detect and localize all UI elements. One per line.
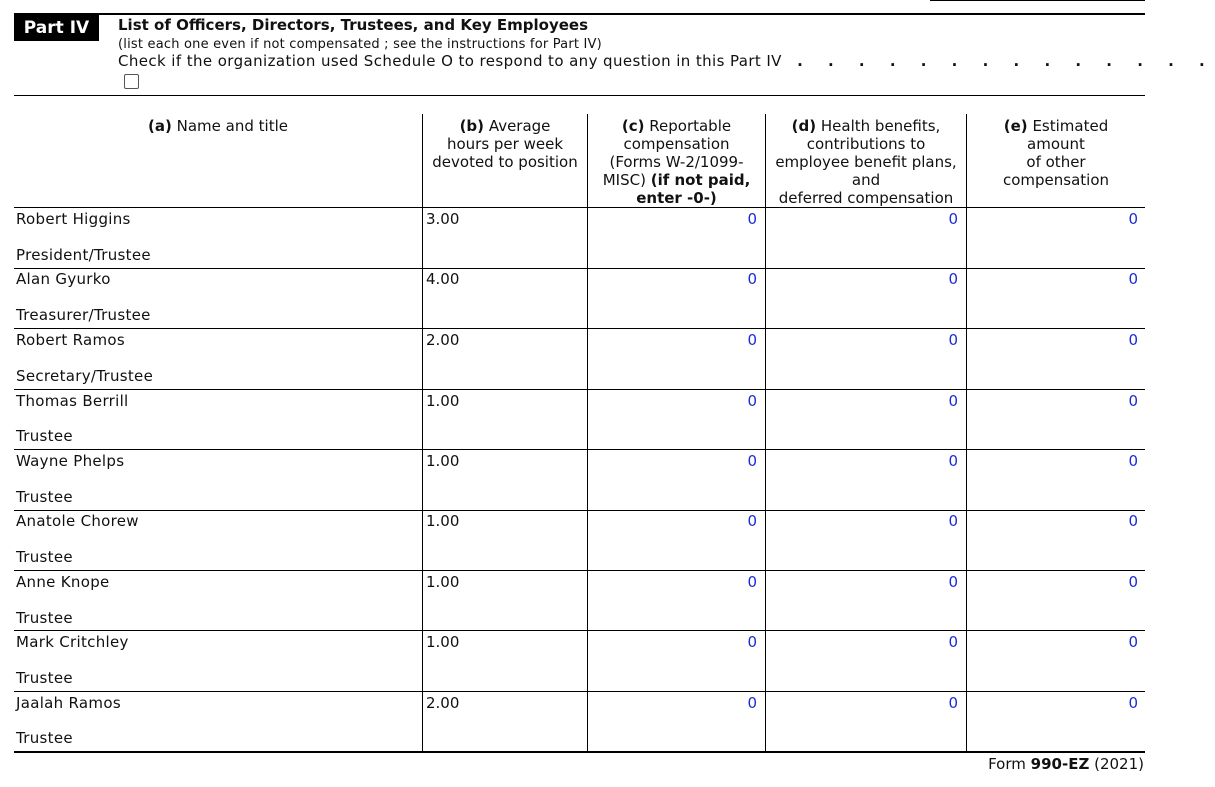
col-e-line3: of other bbox=[1026, 153, 1086, 171]
hours-value: 4.00 bbox=[426, 270, 460, 288]
other-comp-value: 0 bbox=[1128, 392, 1138, 410]
officer-title: Trustee bbox=[16, 729, 73, 747]
section-rule bbox=[14, 95, 1145, 96]
col-d-line1: Health benefits, bbox=[820, 117, 941, 135]
col-c-line4-bold: (if not paid, bbox=[650, 171, 751, 189]
other-comp-value: 0 bbox=[1128, 512, 1138, 530]
col-c-line1: Reportable bbox=[649, 117, 732, 135]
benefits-value: 0 bbox=[948, 392, 958, 410]
row-divider bbox=[14, 691, 1145, 692]
part-badge: Part IV bbox=[14, 15, 99, 41]
other-comp-value: 0 bbox=[1128, 573, 1138, 591]
column-divider bbox=[422, 114, 423, 751]
col-c-line3: (Forms W-2/1099- bbox=[609, 153, 744, 171]
officer-title: Trustee bbox=[16, 609, 73, 627]
col-e-line4: compensation bbox=[1002, 171, 1110, 189]
compensation-value: 0 bbox=[747, 270, 757, 288]
row-divider bbox=[14, 328, 1145, 329]
hours-value: 2.00 bbox=[426, 331, 460, 349]
col-e-line1: Estimated bbox=[1032, 117, 1109, 135]
column-header-c bbox=[588, 117, 765, 207]
hours-value: 2.00 bbox=[426, 694, 460, 712]
compensation-value: 0 bbox=[747, 633, 757, 651]
leader-dots: . . . . . . . . . . . . . . bbox=[781, 52, 1215, 70]
table-bottom-rule bbox=[14, 751, 1145, 753]
form-footer bbox=[988, 755, 1144, 773]
benefits-value: 0 bbox=[948, 633, 958, 651]
column-divider bbox=[587, 114, 588, 751]
schedule-o-checkbox[interactable] bbox=[124, 74, 139, 89]
officer-name: Robert Higgins bbox=[16, 210, 131, 228]
benefits-value: 0 bbox=[948, 270, 958, 288]
part-title: List of Officers, Directors, Trustees, and Key Employees bbox=[118, 16, 589, 34]
col-b-letter: (b) bbox=[459, 117, 485, 135]
compensation-value: 0 bbox=[747, 573, 757, 591]
other-comp-value: 0 bbox=[1128, 210, 1138, 228]
compensation-value: 0 bbox=[747, 392, 757, 410]
row-divider bbox=[14, 449, 1145, 450]
compensation-value: 0 bbox=[747, 452, 757, 470]
col-c-line5: enter -0-) bbox=[636, 189, 717, 207]
officer-name: Alan Gyurko bbox=[16, 270, 111, 288]
col-c-letter: (c) bbox=[621, 117, 645, 135]
footer-prefix: Form bbox=[988, 755, 1026, 773]
benefits-value: 0 bbox=[948, 452, 958, 470]
row-divider bbox=[14, 207, 1145, 208]
hours-value: 3.00 bbox=[426, 210, 460, 228]
col-d-line4: and bbox=[851, 171, 881, 189]
column-divider bbox=[966, 114, 967, 751]
other-comp-value: 0 bbox=[1128, 633, 1138, 651]
top-edge-rule bbox=[930, 0, 1145, 1]
hours-value: 1.00 bbox=[426, 633, 460, 651]
col-b-line3: devoted to position bbox=[432, 153, 578, 171]
hours-value: 1.00 bbox=[426, 512, 460, 530]
column-header-a bbox=[14, 117, 422, 135]
hours-value: 1.00 bbox=[426, 392, 460, 410]
col-d-line5: deferred compensation bbox=[778, 189, 954, 207]
benefits-value: 0 bbox=[948, 210, 958, 228]
officer-title: Secretary/Trustee bbox=[16, 367, 154, 385]
col-e-letter: (e) bbox=[1003, 117, 1028, 135]
officer-title: President/Trustee bbox=[16, 246, 151, 264]
schedule-o-question-text: Check if the organization used Schedule O to respond to any question in this Part IV bbox=[118, 52, 782, 70]
col-a-letter: (a) bbox=[148, 117, 172, 135]
officer-name: Anne Knope bbox=[16, 573, 110, 591]
benefits-value: 0 bbox=[948, 573, 958, 591]
officer-name: Thomas Berrill bbox=[16, 392, 129, 410]
row-divider bbox=[14, 570, 1145, 571]
officer-name: Wayne Phelps bbox=[16, 452, 125, 470]
compensation-value: 0 bbox=[747, 331, 757, 349]
hours-value: 1.00 bbox=[426, 573, 460, 591]
row-divider bbox=[14, 389, 1145, 390]
schedule-o-question bbox=[118, 52, 1215, 70]
part-subtitle: (list each one even if not compensated ; see the instructions for Part IV) bbox=[118, 37, 602, 52]
col-d-line3: employee benefit plans, bbox=[775, 153, 957, 171]
compensation-value: 0 bbox=[747, 694, 757, 712]
officer-title: Trustee bbox=[16, 669, 73, 687]
benefits-value: 0 bbox=[948, 512, 958, 530]
benefits-value: 0 bbox=[948, 694, 958, 712]
col-e-line2: amount bbox=[1027, 135, 1085, 153]
other-comp-value: 0 bbox=[1128, 331, 1138, 349]
other-comp-value: 0 bbox=[1128, 694, 1138, 712]
column-header-b bbox=[423, 117, 587, 171]
col-d-letter: (d) bbox=[791, 117, 817, 135]
col-c-line4: MISC) bbox=[602, 171, 646, 189]
column-header-e bbox=[967, 117, 1145, 189]
part-top-rule bbox=[14, 13, 1145, 15]
form-year: (2021) bbox=[1094, 755, 1144, 773]
officer-title: Treasurer/Trustee bbox=[16, 306, 151, 324]
row-divider bbox=[14, 268, 1145, 269]
col-a-text: Name and title bbox=[176, 117, 288, 135]
compensation-value: 0 bbox=[747, 210, 757, 228]
col-d-line2: contributions to bbox=[806, 135, 926, 153]
row-divider bbox=[14, 630, 1145, 631]
column-header-d bbox=[766, 117, 966, 207]
compensation-value: 0 bbox=[747, 512, 757, 530]
benefits-value: 0 bbox=[948, 331, 958, 349]
officer-name: Anatole Chorew bbox=[16, 512, 139, 530]
officer-name: Mark Critchley bbox=[16, 633, 129, 651]
form-number: 990-EZ bbox=[1030, 755, 1090, 773]
other-comp-value: 0 bbox=[1128, 452, 1138, 470]
officer-title: Trustee bbox=[16, 427, 73, 445]
officer-name: Robert Ramos bbox=[16, 331, 125, 349]
col-b-line1: Average bbox=[488, 117, 551, 135]
row-divider bbox=[14, 510, 1145, 511]
col-b-line2: hours per week bbox=[446, 135, 564, 153]
column-divider bbox=[765, 114, 766, 751]
officer-name: Jaalah Ramos bbox=[16, 694, 121, 712]
other-comp-value: 0 bbox=[1128, 270, 1138, 288]
col-c-line2: compensation bbox=[623, 135, 730, 153]
officer-title: Trustee bbox=[16, 488, 73, 506]
officer-title: Trustee bbox=[16, 548, 73, 566]
hours-value: 1.00 bbox=[426, 452, 460, 470]
